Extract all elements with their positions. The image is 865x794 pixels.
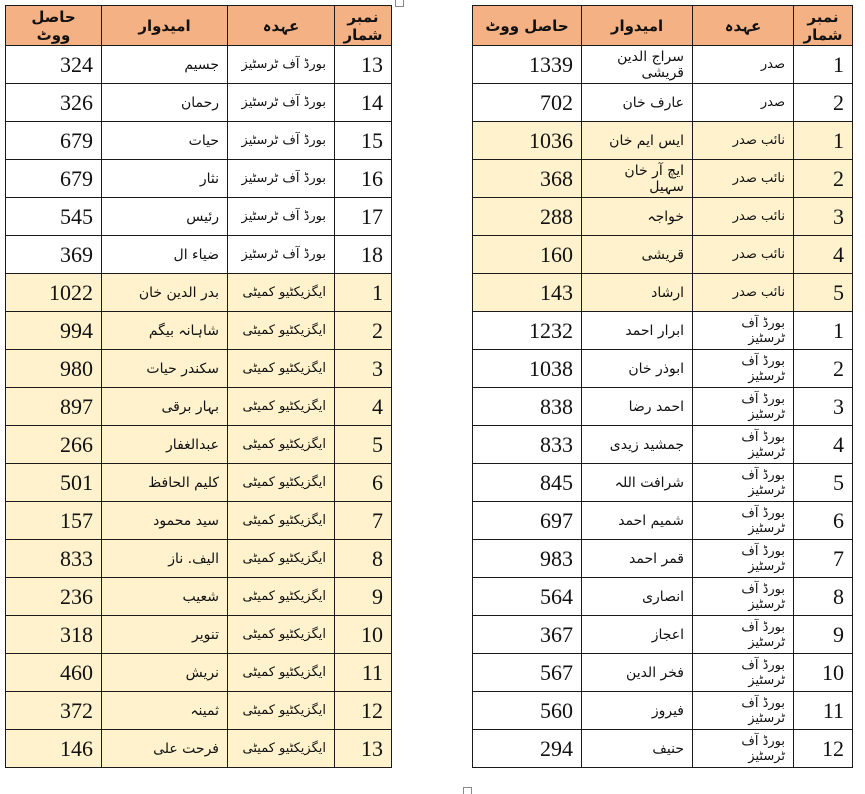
post-cell: ایگزیکٹیو کمیٹی: [228, 692, 335, 730]
post-cell: صدر: [693, 46, 794, 84]
table-row: [6, 350, 392, 388]
candidate-cell: ابوذر خان: [582, 350, 693, 388]
vote-count-cell: 460: [6, 654, 102, 692]
post-cell: ایگزیکٹیو کمیٹی: [228, 730, 335, 768]
vote-count-cell: 833: [6, 540, 102, 578]
table-row: [6, 502, 392, 540]
serial-number-cell: 2: [794, 84, 853, 122]
serial-number-cell: 3: [335, 350, 392, 388]
serial-number-cell: 7: [794, 540, 853, 578]
vote-count-cell: 702: [473, 84, 582, 122]
header-votes: حاصل ووٹ: [473, 6, 582, 46]
serial-number-cell: 17: [335, 198, 392, 236]
candidate-cell: نریش: [102, 654, 228, 692]
candidate-cell: تنویر: [102, 616, 228, 654]
serial-number-cell: 10: [794, 654, 853, 692]
serial-number-cell: 18: [335, 236, 392, 274]
post-cell: ایگزیکٹیو کمیٹی: [228, 616, 335, 654]
vote-count-cell: 980: [6, 350, 102, 388]
candidate-cell: شمیم احمد: [582, 502, 693, 540]
table-row: [473, 84, 853, 122]
candidate-cell: الیف. ناز: [102, 540, 228, 578]
header-serial: نمبر شمار: [794, 6, 853, 46]
table-anchor-marker: [395, 0, 404, 7]
post-cell: ایگزیکٹیو کمیٹی: [228, 464, 335, 502]
serial-number-cell: 3: [794, 198, 853, 236]
vote-count-cell: 983: [473, 540, 582, 578]
table-row: [473, 540, 853, 578]
vote-count-cell: 236: [6, 578, 102, 616]
serial-number-cell: 4: [794, 236, 853, 274]
vote-count-cell: 318: [6, 616, 102, 654]
vote-count-cell: 266: [6, 426, 102, 464]
post-cell: ایگزیکٹیو کمیٹی: [228, 426, 335, 464]
candidate-cell: شاہانہ بیگم: [102, 312, 228, 350]
candidate-cell: اعجاز: [582, 616, 693, 654]
post-cell: نائب صدر: [693, 274, 794, 312]
candidate-cell: حنیف: [582, 730, 693, 768]
serial-number-cell: 6: [794, 502, 853, 540]
vote-count-cell: 567: [473, 654, 582, 692]
table-row: [473, 654, 853, 692]
header-row: [6, 6, 392, 46]
post-cell: بورڈ آف ٹرسٹیز: [228, 46, 335, 84]
vote-count-cell: 501: [6, 464, 102, 502]
vote-count-cell: 1232: [473, 312, 582, 350]
table-row: [6, 464, 392, 502]
serial-number-cell: 1: [794, 122, 853, 160]
results-table-right: [472, 5, 853, 768]
post-cell: نائب صدر: [693, 160, 794, 198]
serial-number-cell: 4: [335, 388, 392, 426]
serial-number-cell: 5: [794, 274, 853, 312]
header-candidate: امیدوار: [582, 6, 693, 46]
candidate-cell: ایچ آر خان سہیل: [582, 160, 693, 198]
vote-count-cell: 1339: [473, 46, 582, 84]
candidate-cell: فخر الدین: [582, 654, 693, 692]
table-row: [473, 46, 853, 84]
serial-number-cell: 5: [794, 464, 853, 502]
post-cell: صدر: [693, 84, 794, 122]
post-cell: بورڈ آف ٹرسٹیز: [693, 616, 794, 654]
candidate-cell: خواجہ: [582, 198, 693, 236]
table-row: [473, 578, 853, 616]
vote-count-cell: 564: [473, 578, 582, 616]
table-row: [6, 236, 392, 274]
post-cell: نائب صدر: [693, 198, 794, 236]
table-row: [6, 654, 392, 692]
vote-count-cell: 369: [6, 236, 102, 274]
vote-count-cell: 545: [6, 198, 102, 236]
candidate-cell: فرحت علی: [102, 730, 228, 768]
serial-number-cell: 14: [335, 84, 392, 122]
table-row: [473, 388, 853, 426]
serial-number-cell: 12: [794, 730, 853, 768]
candidate-cell: سراج الدین قریشی: [582, 46, 693, 84]
header-row: [473, 6, 853, 46]
table-row: [473, 426, 853, 464]
vote-count-cell: 324: [6, 46, 102, 84]
post-cell: ایگزیکٹیو کمیٹی: [228, 312, 335, 350]
table-row: [473, 350, 853, 388]
vote-count-cell: 143: [473, 274, 582, 312]
post-cell: بورڈ آف ٹرسٹیز: [228, 236, 335, 274]
post-cell: ایگزیکٹیو کمیٹی: [228, 502, 335, 540]
candidate-cell: سکندر حیات: [102, 350, 228, 388]
candidate-cell: فیروز: [582, 692, 693, 730]
post-cell: بورڈ آف ٹرسٹیز: [228, 198, 335, 236]
serial-number-cell: 9: [335, 578, 392, 616]
post-cell: بورڈ آف ٹرسٹیز: [693, 350, 794, 388]
post-cell: ایگزیکٹیو کمیٹی: [228, 578, 335, 616]
table-row: [6, 730, 392, 768]
serial-number-cell: 15: [335, 122, 392, 160]
vote-count-cell: 1036: [473, 122, 582, 160]
post-cell: نائب صدر: [693, 122, 794, 160]
table-row: [6, 46, 392, 84]
vote-count-cell: 560: [473, 692, 582, 730]
table-row: [6, 426, 392, 464]
vote-count-cell: 294: [473, 730, 582, 768]
serial-number-cell: 16: [335, 160, 392, 198]
table-row: [6, 578, 392, 616]
header-post: عہدہ: [693, 6, 794, 46]
table-row: [6, 122, 392, 160]
candidate-cell: کلیم الحافظ: [102, 464, 228, 502]
serial-number-cell: 6: [335, 464, 392, 502]
table-row: [473, 236, 853, 274]
serial-number-cell: 1: [335, 274, 392, 312]
table-row: [6, 84, 392, 122]
table-row: [6, 540, 392, 578]
post-cell: بورڈ آف ٹرسٹیز: [693, 502, 794, 540]
table-row: [473, 502, 853, 540]
post-cell: بورڈ آف ٹرسٹیز: [693, 426, 794, 464]
candidate-cell: جسیم: [102, 46, 228, 84]
serial-number-cell: 11: [335, 654, 392, 692]
post-cell: بورڈ آف ٹرسٹیز: [693, 464, 794, 502]
table-row: [473, 274, 853, 312]
vote-count-cell: 288: [473, 198, 582, 236]
serial-number-cell: 13: [335, 730, 392, 768]
table-row: [6, 388, 392, 426]
post-cell: بورڈ آف ٹرسٹیز: [693, 578, 794, 616]
table-row: [473, 692, 853, 730]
vote-count-cell: 160: [473, 236, 582, 274]
candidate-cell: حیات: [102, 122, 228, 160]
post-cell: نائب صدر: [693, 236, 794, 274]
candidate-cell: رحمان: [102, 84, 228, 122]
candidate-cell: بدر الدین خان: [102, 274, 228, 312]
candidate-cell: ضیاء ال: [102, 236, 228, 274]
candidate-cell: ثمینہ: [102, 692, 228, 730]
table-row: [6, 692, 392, 730]
serial-number-cell: 1: [794, 46, 853, 84]
candidate-cell: بہار برقی: [102, 388, 228, 426]
vote-count-cell: 368: [473, 160, 582, 198]
post-cell: بورڈ آف ٹرسٹیز: [693, 730, 794, 768]
table-row: [6, 274, 392, 312]
vote-count-cell: 833: [473, 426, 582, 464]
vote-count-cell: 326: [6, 84, 102, 122]
post-cell: بورڈ آف ٹرسٹیز: [693, 540, 794, 578]
vote-count-cell: 157: [6, 502, 102, 540]
vote-count-cell: 367: [473, 616, 582, 654]
vote-count-cell: 372: [6, 692, 102, 730]
table-row: [473, 160, 853, 198]
post-cell: ایگزیکٹیو کمیٹی: [228, 654, 335, 692]
serial-number-cell: 8: [335, 540, 392, 578]
post-cell: بورڈ آف ٹرسٹیز: [693, 692, 794, 730]
serial-number-cell: 7: [335, 502, 392, 540]
candidate-cell: سید محمود: [102, 502, 228, 540]
table-row: [6, 198, 392, 236]
post-cell: ایگزیکٹیو کمیٹی: [228, 388, 335, 426]
post-cell: بورڈ آف ٹرسٹیز: [693, 312, 794, 350]
serial-number-cell: 13: [335, 46, 392, 84]
serial-number-cell: 10: [335, 616, 392, 654]
candidate-cell: ایس ایم خان: [582, 122, 693, 160]
serial-number-cell: 5: [335, 426, 392, 464]
header-candidate: امیدوار: [102, 6, 228, 46]
candidate-cell: جمشید زیدی: [582, 426, 693, 464]
vote-count-cell: 146: [6, 730, 102, 768]
serial-number-cell: 2: [794, 160, 853, 198]
post-cell: ایگزیکٹیو کمیٹی: [228, 540, 335, 578]
table-row: [6, 616, 392, 654]
serial-number-cell: 2: [794, 350, 853, 388]
vote-count-cell: 679: [6, 160, 102, 198]
post-cell: بورڈ آف ٹرسٹیز: [228, 122, 335, 160]
results-table-left: [5, 5, 392, 768]
serial-number-cell: 1: [794, 312, 853, 350]
serial-number-cell: 4: [794, 426, 853, 464]
table-row: [473, 464, 853, 502]
vote-count-cell: 838: [473, 388, 582, 426]
post-cell: بورڈ آف ٹرسٹیز: [693, 654, 794, 692]
serial-number-cell: 12: [335, 692, 392, 730]
post-cell: بورڈ آف ٹرسٹیز: [228, 84, 335, 122]
vote-count-cell: 897: [6, 388, 102, 426]
candidate-cell: قریشی: [582, 236, 693, 274]
candidate-cell: شعیب: [102, 578, 228, 616]
candidate-cell: ابرار احمد: [582, 312, 693, 350]
candidate-cell: ارشاد: [582, 274, 693, 312]
candidate-cell: قمر احمد: [582, 540, 693, 578]
header-post: عہدہ: [228, 6, 335, 46]
header-votes: حاصل ووٹ: [6, 6, 102, 46]
vote-count-cell: 697: [473, 502, 582, 540]
post-cell: ایگزیکٹیو کمیٹی: [228, 274, 335, 312]
table-row: [473, 198, 853, 236]
candidate-cell: عبدالغفار: [102, 426, 228, 464]
serial-number-cell: 8: [794, 578, 853, 616]
table-row: [6, 160, 392, 198]
serial-number-cell: 2: [335, 312, 392, 350]
candidate-cell: رئیس: [102, 198, 228, 236]
candidate-cell: احمد رضا: [582, 388, 693, 426]
table-row: [473, 730, 853, 768]
vote-count-cell: 1022: [6, 274, 102, 312]
serial-number-cell: 3: [794, 388, 853, 426]
candidate-cell: انصاری: [582, 578, 693, 616]
table-row: [473, 122, 853, 160]
vote-count-cell: 1038: [473, 350, 582, 388]
candidate-cell: شرافت اللہ: [582, 464, 693, 502]
serial-number-cell: 11: [794, 692, 853, 730]
vote-count-cell: 845: [473, 464, 582, 502]
table-row: [473, 616, 853, 654]
candidate-cell: عارف خان: [582, 84, 693, 122]
vote-count-cell: 994: [6, 312, 102, 350]
candidate-cell: نثار: [102, 160, 228, 198]
vote-count-cell: 679: [6, 122, 102, 160]
serial-number-cell: 9: [794, 616, 853, 654]
post-cell: بورڈ آف ٹرسٹیز: [693, 388, 794, 426]
post-cell: ایگزیکٹیو کمیٹی: [228, 350, 335, 388]
table-row: [6, 312, 392, 350]
header-serial: نمبر شمار: [335, 6, 392, 46]
table-row: [473, 312, 853, 350]
post-cell: بورڈ آف ٹرسٹیز: [228, 160, 335, 198]
